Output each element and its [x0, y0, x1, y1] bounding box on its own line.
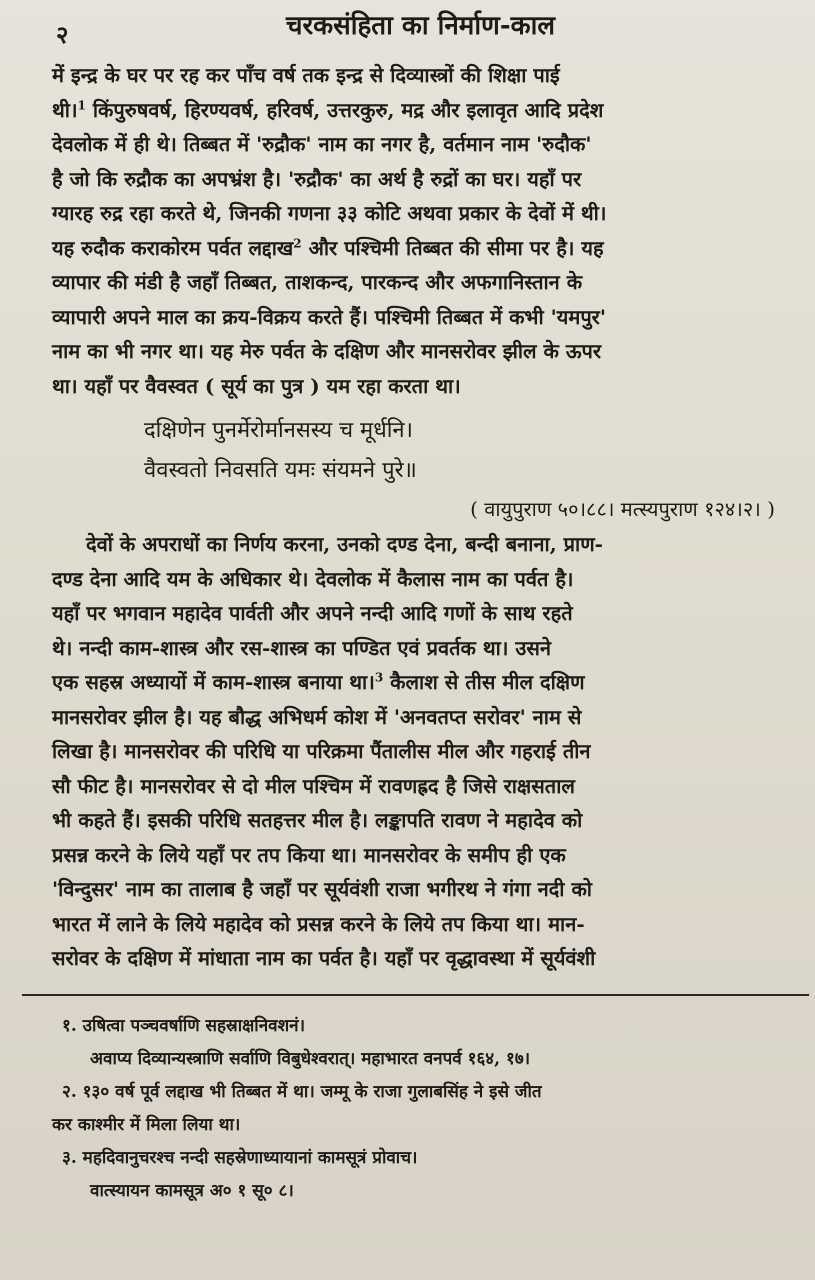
text-segment: यह रुदौक कराकोरम पर्वत लद्दाख: [52, 235, 294, 260]
text-segment: थी।: [52, 97, 78, 122]
running-title: चरकसंहिता का निर्माण-काल: [286, 11, 555, 41]
text-line: था। यहाँ पर वैवस्वत ( सूर्य का पुत्र ) यम रहा करता था।: [52, 373, 461, 398]
text-line: ग्यारह रुद्र रहा करते थे, जिनकी गणना ३३ कोटि अथवा प्रकार के देवों में थी।: [52, 201, 607, 225]
footnote-marker: 1: [77, 97, 86, 112]
text-line: [52, 665, 789, 700]
text-line: [52, 93, 789, 128]
footnote-line: १. उषित्वा पञ्चवर्षाणि सहस्राक्षनिवशनं।: [62, 1015, 306, 1036]
text-line: देवलोक में ही थे। तिब्बत में 'रुद्रौक' नाम का नगर है, वर्तमान नाम 'रुदौक': [52, 132, 592, 156]
text-line: नाम का भी नगर था। यह मेरु पर्वत के दक्षिण और मानसरोवर झील के ऊपर: [52, 339, 602, 363]
text-line: थे। नन्दी काम-शास्त्र और रस-शास्त्र का पण्डित एवं प्रवर्तक था। उसने: [52, 635, 551, 660]
text-line: [52, 231, 789, 266]
footnote-line: अवाप्य दिव्यान्यस्त्राणि सर्वाणि विबुधेश्वरात्। महाभारत वनपर्व १६४, १७।: [90, 1048, 531, 1069]
paragraph: [52, 527, 789, 976]
text-line: में इन्द्र के घर पर रह कर पाँच वर्ष तक इन्द्र से दिव्यास्त्रों की शिक्षा पाई: [52, 63, 560, 87]
text-segment: एक सहस्र अध्यायों में काम-शास्त्र बनाया था।: [52, 670, 375, 694]
footnote-line: वात्स्यायन कामसूत्र अ० १ सू० ८।: [90, 1180, 294, 1201]
paragraph: [52, 58, 789, 403]
verse-citation: ( वायुपुराण ५०।८८। मत्स्यपुराण १२४।२। ): [470, 497, 775, 521]
text-line: 'विन्दुसर' नाम का तालाब है जहाँ पर सूर्यवंशी राजा भगीरथ ने गंगा नदी को: [52, 877, 592, 901]
page-header: [52, 0, 789, 58]
text-line: भारत में लाने के लिये महादेव को प्रसन्न करने के लिये तप किया था। मान-: [52, 911, 585, 936]
text-line: सौ फीट है। मानसरोवर से दो मील पश्चिम में रावणह्रद है जिसे राक्षसताल: [52, 773, 575, 798]
text-line: यहाँ पर भगवान महादेव पार्वती और अपने नन्दी आदि गणों के साथ रहते: [52, 601, 573, 625]
footnote-line: २. १३० वर्ष पूर्व लद्दाख भी तिब्बत में था। जम्मू के राजा गुलाबसिंह ने इसे जीत: [62, 1081, 542, 1102]
text-segment: कैलाश से तीस मील दक्षिण: [390, 670, 585, 694]
footnote-marker: 3: [374, 670, 384, 685]
main-text: [52, 58, 789, 976]
text-line: है जो कि रुद्रौक का अपभ्रंश है। 'रुद्रौक' का अर्थ है रुद्रों का घर। यहाँ पर: [52, 166, 582, 191]
text-line: व्यापारी अपने माल का क्रय-विक्रय करते हैं। पश्चिमी तिब्बत में कभी 'यमपुर': [52, 304, 606, 329]
verse-line: वैवस्वतो निवसति यमः संयमने पुरे॥: [144, 458, 417, 483]
footnote-marker: 2: [293, 235, 302, 250]
text-segment: और पश्चिमी तिब्बत की सीमा पर है। यह: [308, 235, 604, 260]
sanskrit-verse: [52, 411, 789, 491]
text-line: मानसरोवर झील है। यह बौद्ध अभिधर्म कोश में 'अनवतप्त सरोवर' नाम से: [52, 704, 582, 729]
text-line: दण्ड देना आदि यम के अधिकार थे। देवलोक में कैलास नाम का पर्वत है।: [52, 566, 574, 591]
footnote-line: कर काश्मीर में मिला लिया था।: [52, 1114, 241, 1135]
page-number: २: [56, 20, 69, 49]
footnotes: [52, 1010, 789, 1208]
text-line: सरोवर के दक्षिण में मांधाता नाम का पर्वत है। यहाँ पर वृद्धावस्था में सूर्यवंशी: [52, 946, 596, 970]
text-line: लिखा है। मानसरोवर की परिधि या परिक्रमा पैंतालीस मील और गहराई तीन: [52, 739, 591, 763]
text-line: देवों के अपराधों का निर्णय करना, उनको दण्ड देना, बन्दी बनाना, प्राण-: [86, 532, 603, 556]
verse-line: दक्षिणेन पुनर्मेरोर्मानसस्य च मूर्धनि।: [144, 418, 413, 443]
text-line: भी कहते हैं। इसकी परिधि सतहत्तर मील है। लङ्कापति रावण ने महादेव को: [52, 808, 583, 832]
text-line: प्रसन्न करने के लिये यहाँ पर तप किया था। मानसरोवर के समीप ही एक: [52, 842, 566, 867]
text-line: व्यापार की मंडी है जहाँ तिब्बत, ताशकन्द, पारकन्द और अफगानिस्तान के: [52, 270, 583, 294]
footnote-divider: [22, 994, 809, 996]
footnote-line: ३. महदिवानुचरश्च नन्दी सहस्रेणाध्यायानां कामसूत्रं प्रोवाच।: [62, 1147, 418, 1168]
text-segment: किंपुरुषवर्ष, हिरण्यवर्ष, हरिवर्ष, उत्तरकुरु, मद्र और इलावृत आदि प्रदेश: [92, 97, 604, 122]
